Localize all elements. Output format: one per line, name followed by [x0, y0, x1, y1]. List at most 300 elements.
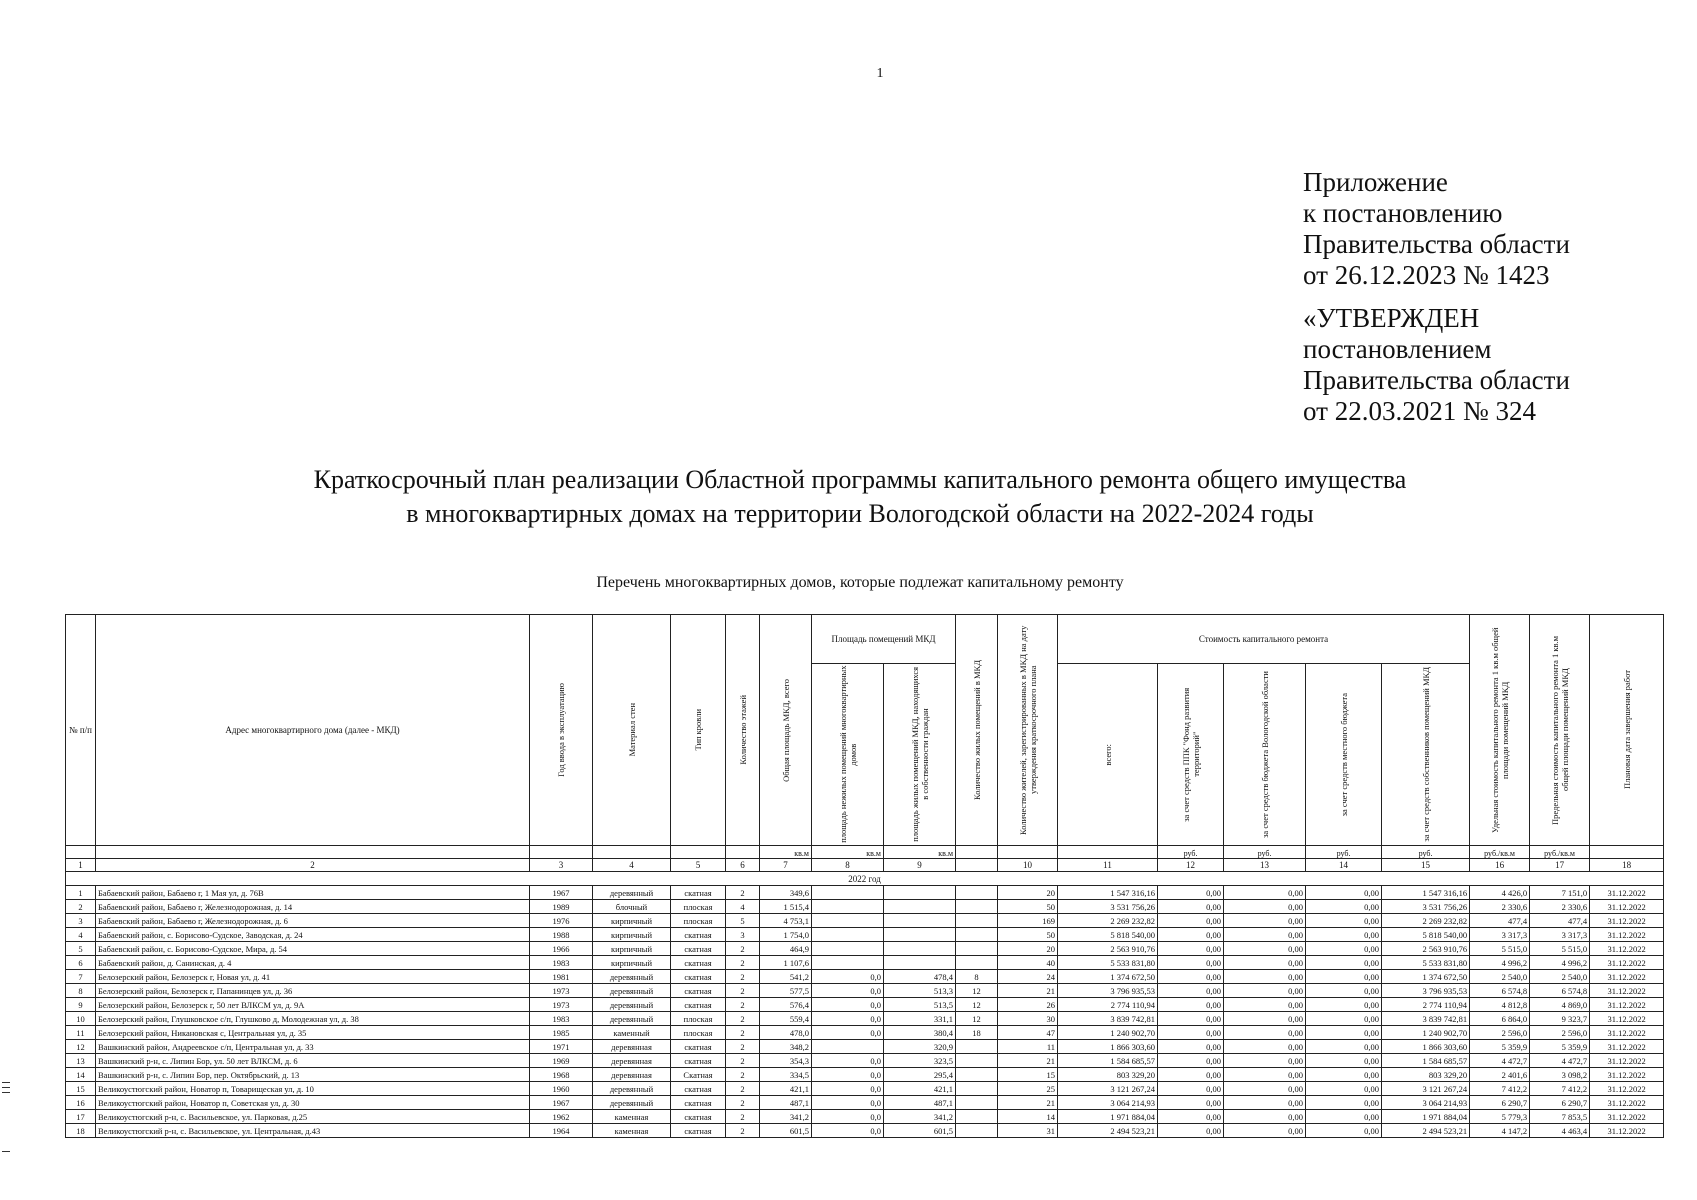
year-row: [66, 872, 1664, 886]
row-num: 18: [66, 1124, 96, 1138]
row-cost-fund: 0,00: [1158, 886, 1224, 900]
row-year-built: 1964: [530, 1124, 593, 1138]
appendix-line: Приложение: [1303, 167, 1448, 197]
row-year-built: 1973: [530, 998, 593, 1012]
row-residential-count: [956, 1096, 998, 1110]
row-residential-owned-area: 331,1: [884, 1012, 956, 1026]
row-residential-owned-area: 513,3: [884, 984, 956, 998]
page-number: 1: [876, 66, 884, 81]
header-residential-owned-area-cell: [884, 664, 956, 846]
header-address: Адрес многоквартирного дома (далее - МКД): [96, 615, 530, 846]
row-residents-count: 30: [998, 1012, 1058, 1026]
row-residential-count: [956, 1082, 998, 1096]
row-cost-fund: 0,00: [1158, 998, 1224, 1012]
header-roof-type-cell: [671, 615, 726, 846]
row-floors: 2: [726, 1054, 760, 1068]
row-residents-count: 169: [998, 914, 1058, 928]
row-wall-material: деревянная: [593, 1068, 671, 1082]
row-unit-cost: 6 290,7: [1470, 1096, 1530, 1110]
row-residential-count: 18: [956, 1026, 998, 1040]
row-cost-region: 0,00: [1224, 956, 1306, 970]
row-wall-material: деревянная: [593, 1040, 671, 1054]
unit-cell: [96, 846, 530, 859]
row-nonresidential-area: 0,0: [812, 1096, 884, 1110]
row-nonresidential-area: [812, 942, 884, 956]
row-address: Вашкинский р-н, с. Липин Бор, ул. 50 лет ВЛКСМ, д. 6: [96, 1054, 530, 1068]
row-cost-total: 2 774 110,94: [1058, 998, 1158, 1012]
table-row: [66, 1054, 1664, 1068]
row-address: Бабаевский район, Бабаево г, Железнодорожная, д. 14: [96, 900, 530, 914]
row-cost-owners: 3 064 214,93: [1382, 1096, 1470, 1110]
column-number-cell: 15: [1382, 859, 1470, 872]
row-total-area: 349,6: [760, 886, 812, 900]
row-cost-fund: 0,00: [1158, 984, 1224, 998]
row-cost-fund: 0,00: [1158, 1054, 1224, 1068]
row-completion-date: 31.12.2022: [1590, 928, 1664, 942]
row-completion-date: 31.12.2022: [1590, 1026, 1664, 1040]
title-line-1: Краткосрочный план реализации Областной программы капитального ремонта общего имущества: [313, 465, 1407, 494]
unit-cell: [1590, 846, 1664, 859]
row-floors: 2: [726, 1068, 760, 1082]
row-roof-type: плоская: [671, 914, 726, 928]
row-address: Вашкинский р-н, с. Липин Бор, пер. Октябрьский, д. 13: [96, 1068, 530, 1082]
row-cost-total: 1 547 316,16: [1058, 886, 1158, 900]
row-residential-count: 12: [956, 1012, 998, 1026]
row-roof-type: плоская: [671, 1012, 726, 1026]
row-total-area: 4 753,1: [760, 914, 812, 928]
row-roof-type: скатная: [671, 998, 726, 1012]
header-cost-local-cell: [1306, 664, 1382, 846]
row-residential-count: [956, 900, 998, 914]
unit-cell: [998, 846, 1058, 859]
row-residential-owned-area: 341,2: [884, 1110, 956, 1124]
row-cost-local: 0,00: [1306, 984, 1382, 998]
table-row: [66, 1068, 1664, 1082]
row-wall-material: деревянный: [593, 1012, 671, 1026]
row-nonresidential-area: [812, 886, 884, 900]
row-cost-total: 2 269 232,82: [1058, 914, 1158, 928]
row-completion-date: 31.12.2022: [1590, 1040, 1664, 1054]
header-residential-count: Количество жилых помещений в МКД: [971, 659, 982, 801]
row-num: 9: [66, 998, 96, 1012]
row-residential-count: [956, 1040, 998, 1054]
row-limit-cost: 3 098,2: [1530, 1068, 1590, 1082]
unit-cell: руб.: [1382, 846, 1470, 859]
row-total-area: 341,2: [760, 1110, 812, 1124]
year-label: 2022 год: [66, 872, 1664, 886]
row-roof-type: скатная: [671, 1040, 726, 1054]
row-completion-date: 31.12.2022: [1590, 1012, 1664, 1026]
row-floors: 2: [726, 1026, 760, 1040]
row-cost-region: 0,00: [1224, 928, 1306, 942]
row-year-built: 1971: [530, 1040, 593, 1054]
row-cost-total: 2 494 523,21: [1058, 1124, 1158, 1138]
row-residential-owned-area: [884, 942, 956, 956]
row-nonresidential-area: [812, 900, 884, 914]
row-year-built: 1983: [530, 1012, 593, 1026]
table-row: [66, 1012, 1664, 1026]
row-cost-fund: 0,00: [1158, 1026, 1224, 1040]
table-row: [66, 984, 1664, 998]
table-row: [66, 956, 1664, 970]
row-cost-region: 0,00: [1224, 998, 1306, 1012]
row-address: Белозерский район, Белозерск г, Новая ул, д. 41: [96, 970, 530, 984]
row-cost-total: 3 531 756,26: [1058, 900, 1158, 914]
row-address: Бабаевский район, с. Борисово-Судское, Заводская, д. 24: [96, 928, 530, 942]
header-floors: Количество этажей: [737, 695, 748, 765]
row-nonresidential-area: [812, 928, 884, 942]
row-cost-region: 0,00: [1224, 1026, 1306, 1040]
row-wall-material: каменная: [593, 1124, 671, 1138]
header-residential-owned-area: площадь жилых помещений МКД, находящихся в собственности граждан: [909, 667, 930, 843]
row-limit-cost: 7 151,0: [1530, 886, 1590, 900]
table-row: [66, 886, 1664, 900]
table-body: [66, 886, 1664, 1138]
row-limit-cost: 477,4: [1530, 914, 1590, 928]
row-cost-region: 0,00: [1224, 1082, 1306, 1096]
row-floors: 2: [726, 1124, 760, 1138]
row-residents-count: 14: [998, 1110, 1058, 1124]
row-completion-date: 31.12.2022: [1590, 1082, 1664, 1096]
row-year-built: 1967: [530, 886, 593, 900]
row-address: Бабаевский район, Бабаево г, 1 Мая ул, д. 76В: [96, 886, 530, 900]
row-cost-owners: 5 533 831,80: [1382, 956, 1470, 970]
margin-mark: [2, 1087, 10, 1088]
row-residents-count: 21: [998, 984, 1058, 998]
row-num: 2: [66, 900, 96, 914]
row-cost-region: 0,00: [1224, 1040, 1306, 1054]
header-cost-local: за счет средств местного бюджета: [1338, 692, 1349, 817]
row-roof-type: скатная: [671, 928, 726, 942]
unit-cell: руб.: [1306, 846, 1382, 859]
row-nonresidential-area: 0,0: [812, 1012, 884, 1026]
row-num: 4: [66, 928, 96, 942]
row-roof-type: скатная: [671, 984, 726, 998]
row-total-area: 421,1: [760, 1082, 812, 1096]
row-residents-count: 47: [998, 1026, 1058, 1040]
row-cost-owners: 2 774 110,94: [1382, 998, 1470, 1012]
row-completion-date: 31.12.2022: [1590, 1124, 1664, 1138]
row-residential-owned-area: [884, 900, 956, 914]
row-cost-local: 0,00: [1306, 942, 1382, 956]
row-cost-total: 1 971 884,04: [1058, 1110, 1158, 1124]
row-address: Великоустюгский район, Новатор п, Советская ул, д. 30: [96, 1096, 530, 1110]
row-year-built: 1988: [530, 928, 593, 942]
row-residents-count: 26: [998, 998, 1058, 1012]
row-cost-local: 0,00: [1306, 1068, 1382, 1082]
row-floors: 2: [726, 942, 760, 956]
row-floors: 4: [726, 900, 760, 914]
row-floors: 2: [726, 1082, 760, 1096]
row-cost-owners: 3 796 935,53: [1382, 984, 1470, 998]
column-number-cell: 16: [1470, 859, 1530, 872]
column-number-cell: 10: [998, 859, 1058, 872]
row-cost-region: 0,00: [1224, 1054, 1306, 1068]
row-roof-type: Скатная: [671, 1068, 726, 1082]
column-number-cell: [956, 859, 998, 872]
row-total-area: 354,3: [760, 1054, 812, 1068]
row-residents-count: 20: [998, 886, 1058, 900]
row-roof-type: скатная: [671, 1096, 726, 1110]
row-residential-owned-area: 380,4: [884, 1026, 956, 1040]
header-wall-material-cell: [593, 615, 671, 846]
row-cost-region: 0,00: [1224, 900, 1306, 914]
row-total-area: 601,5: [760, 1124, 812, 1138]
row-num: 15: [66, 1082, 96, 1096]
row-year-built: 1989: [530, 900, 593, 914]
row-cost-fund: 0,00: [1158, 1110, 1224, 1124]
row-residents-count: 25: [998, 1082, 1058, 1096]
row-cost-region: 0,00: [1224, 970, 1306, 984]
table-row: [66, 1124, 1664, 1138]
table-row: [66, 1040, 1664, 1054]
column-number-cell: 3: [530, 859, 593, 872]
unit-cell: руб./кв.м: [1470, 846, 1530, 859]
row-cost-total: 1 374 672,50: [1058, 970, 1158, 984]
row-residential-owned-area: 421,1: [884, 1082, 956, 1096]
header-residents-count: Количество жителей, зарегистрированных в МКД на дату утверждения краткосрочного плана: [1017, 625, 1038, 835]
row-total-area: 541,2: [760, 970, 812, 984]
unit-cell: кв.м: [812, 846, 884, 859]
row-roof-type: скатная: [671, 1054, 726, 1068]
table-row: [66, 970, 1664, 984]
row-residential-count: [956, 886, 998, 900]
row-num: 17: [66, 1110, 96, 1124]
row-nonresidential-area: 0,0: [812, 1082, 884, 1096]
unit-cell: [671, 846, 726, 859]
unit-cell: руб.: [1224, 846, 1306, 859]
document-title: [230, 463, 1490, 531]
row-cost-local: 0,00: [1306, 1110, 1382, 1124]
row-unit-cost: 4 426,0: [1470, 886, 1530, 900]
row-residents-count: 50: [998, 900, 1058, 914]
row-residential-count: 8: [956, 970, 998, 984]
row-cost-local: 0,00: [1306, 1026, 1382, 1040]
row-unit-cost: 6 574,8: [1470, 984, 1530, 998]
row-cost-owners: 1 240 902,70: [1382, 1026, 1470, 1040]
row-roof-type: скатная: [671, 1082, 726, 1096]
row-address: Бабаевский район, д. Санинская, д. 4: [96, 956, 530, 970]
row-total-area: 576,4: [760, 998, 812, 1012]
row-cost-fund: 0,00: [1158, 914, 1224, 928]
row-num: 13: [66, 1054, 96, 1068]
row-residential-owned-area: [884, 956, 956, 970]
column-number-cell: 1: [66, 859, 96, 872]
row-limit-cost: 4 996,2: [1530, 956, 1590, 970]
row-year-built: 1962: [530, 1110, 593, 1124]
header-completion-date: Плановая дата завершения работ: [1621, 670, 1632, 790]
row-cost-owners: 5 818 540,00: [1382, 928, 1470, 942]
row-limit-cost: 7 853,5: [1530, 1110, 1590, 1124]
row-year-built: 1985: [530, 1026, 593, 1040]
row-residential-owned-area: 487,1: [884, 1096, 956, 1110]
header-cost-fund-cell: [1158, 664, 1224, 846]
approval-line: постановлением: [1303, 334, 1492, 364]
row-year-built: 1966: [530, 942, 593, 956]
row-num: 14: [66, 1068, 96, 1082]
unit-cell: [593, 846, 671, 859]
table-row: [66, 942, 1664, 956]
row-cost-region: 0,00: [1224, 942, 1306, 956]
appendix-block: [1303, 167, 1570, 291]
row-num: 8: [66, 984, 96, 998]
row-floors: 2: [726, 1040, 760, 1054]
row-num: 10: [66, 1012, 96, 1026]
header-nonresidential-area-cell: [812, 664, 884, 846]
row-cost-region: 0,00: [1224, 914, 1306, 928]
row-unit-cost: 4 996,2: [1470, 956, 1530, 970]
row-num: 5: [66, 942, 96, 956]
row-floors: 2: [726, 1012, 760, 1026]
row-year-built: 1969: [530, 1054, 593, 1068]
row-residential-owned-area: [884, 886, 956, 900]
row-limit-cost: 9 323,7: [1530, 1012, 1590, 1026]
row-wall-material: деревянный: [593, 1096, 671, 1110]
row-cost-owners: 2 269 232,82: [1382, 914, 1470, 928]
row-limit-cost: 4 463,4: [1530, 1124, 1590, 1138]
row-completion-date: 31.12.2022: [1590, 956, 1664, 970]
row-wall-material: деревянная: [593, 1054, 671, 1068]
row-residents-count: 15: [998, 1068, 1058, 1082]
row-unit-cost: 477,4: [1470, 914, 1530, 928]
row-num: 3: [66, 914, 96, 928]
row-year-built: 1983: [530, 956, 593, 970]
table-row: [66, 998, 1664, 1012]
row-floors: 3: [726, 928, 760, 942]
table-row: [66, 928, 1664, 942]
header-cost-fund: за счет средств ППК "Фонд развития территорий": [1180, 687, 1201, 822]
row-cost-local: 0,00: [1306, 886, 1382, 900]
row-cost-fund: 0,00: [1158, 970, 1224, 984]
column-number-cell: 13: [1224, 859, 1306, 872]
row-cost-region: 0,00: [1224, 1096, 1306, 1110]
row-floors: 2: [726, 998, 760, 1012]
column-number-cell: 7: [760, 859, 812, 872]
row-cost-fund: 0,00: [1158, 1040, 1224, 1054]
approval-line: Правительства области: [1303, 365, 1570, 395]
row-limit-cost: 4 472,7: [1530, 1054, 1590, 1068]
row-roof-type: плоская: [671, 900, 726, 914]
margin-mark: [2, 1092, 10, 1093]
row-cost-total: 3 121 267,24: [1058, 1082, 1158, 1096]
row-cost-total: 5 533 831,80: [1058, 956, 1158, 970]
row-cost-total: 1 866 303,60: [1058, 1040, 1158, 1054]
row-address: Бабаевский район, Бабаево г, Железнодорожная, д. 6: [96, 914, 530, 928]
row-unit-cost: 2 401,6: [1470, 1068, 1530, 1082]
row-wall-material: кирпичный: [593, 914, 671, 928]
row-year-built: 1968: [530, 1068, 593, 1082]
row-floors: 2: [726, 1096, 760, 1110]
row-unit-cost: 4 812,8: [1470, 998, 1530, 1012]
table-row: [66, 914, 1664, 928]
row-unit-cost: 2 330,6: [1470, 900, 1530, 914]
row-year-built: 1960: [530, 1082, 593, 1096]
row-unit-cost: 3 317,3: [1470, 928, 1530, 942]
row-year-built: 1967: [530, 1096, 593, 1110]
row-cost-total: 1 240 902,70: [1058, 1026, 1158, 1040]
unit-cell: руб./кв.м: [1530, 846, 1590, 859]
row-floors: 2: [726, 956, 760, 970]
row-wall-material: кирпичный: [593, 956, 671, 970]
row-total-area: 1 515,4: [760, 900, 812, 914]
row-wall-material: кирпичный: [593, 928, 671, 942]
row-total-area: 348,2: [760, 1040, 812, 1054]
row-completion-date: 31.12.2022: [1590, 970, 1664, 984]
row-total-area: 1 107,6: [760, 956, 812, 970]
column-number-cell: 18: [1590, 859, 1664, 872]
row-cost-local: 0,00: [1306, 1040, 1382, 1054]
row-cost-local: 0,00: [1306, 928, 1382, 942]
row-completion-date: 31.12.2022: [1590, 886, 1664, 900]
row-completion-date: 31.12.2022: [1590, 1110, 1664, 1124]
row-cost-region: 0,00: [1224, 984, 1306, 998]
row-residents-count: 21: [998, 1096, 1058, 1110]
row-cost-owners: 1 547 316,16: [1382, 886, 1470, 900]
row-total-area: 478,0: [760, 1026, 812, 1040]
row-roof-type: скатная: [671, 956, 726, 970]
row-floors: 2: [726, 1110, 760, 1124]
row-residents-count: 24: [998, 970, 1058, 984]
row-cost-total: 1 584 685,57: [1058, 1054, 1158, 1068]
row-nonresidential-area: 0,0: [812, 1068, 884, 1082]
table-row: [66, 1096, 1664, 1110]
unit-cell: руб.: [1158, 846, 1224, 859]
header-cost-owners-cell: [1382, 664, 1470, 846]
row-cost-region: 0,00: [1224, 1012, 1306, 1026]
row-cost-fund: 0,00: [1158, 1096, 1224, 1110]
header-nonresidential-area: площадь нежилых помещений многоквартирных домов: [837, 665, 858, 844]
row-address: Бабаевский район, с. Борисово-Судское, Мира, д. 54: [96, 942, 530, 956]
margin-mark: [2, 1151, 10, 1152]
row-cost-region: 0,00: [1224, 886, 1306, 900]
row-residents-count: 11: [998, 1040, 1058, 1054]
row-wall-material: деревянный: [593, 970, 671, 984]
row-roof-type: плоская: [671, 1026, 726, 1040]
row-unit-cost: 4 147,2: [1470, 1124, 1530, 1138]
approval-block: [1303, 303, 1570, 427]
row-nonresidential-area: 0,0: [812, 1124, 884, 1138]
row-nonresidential-area: 0,0: [812, 984, 884, 998]
row-floors: 2: [726, 984, 760, 998]
unit-cell: [66, 846, 96, 859]
row-limit-cost: 6 574,8: [1530, 984, 1590, 998]
header-year-built: Год ввода в эксплуатацию: [556, 683, 566, 777]
header-limit-cost: Предельная стоимость капитального ремонта 1 кв.м общей площади помещений МКД: [1549, 635, 1570, 825]
row-address: Белозерский район, Белозерск г, 50 лет ВЛКСМ ул, д. 9А: [96, 998, 530, 1012]
row-residential-count: [956, 1068, 998, 1082]
row-cost-owners: 1 971 884,04: [1382, 1110, 1470, 1124]
row-year-built: 1973: [530, 984, 593, 998]
row-cost-local: 0,00: [1306, 914, 1382, 928]
row-residential-count: 12: [956, 998, 998, 1012]
row-roof-type: скатная: [671, 1110, 726, 1124]
row-cost-owners: 3 839 742,81: [1382, 1012, 1470, 1026]
row-residents-count: 31: [998, 1124, 1058, 1138]
title-line-2: в многоквартирных домах на территории Вологодской области на 2022-2024 годы: [406, 499, 1314, 528]
row-residential-count: [956, 942, 998, 956]
row-roof-type: скатная: [671, 1124, 726, 1138]
header-cost-total-cell: [1058, 664, 1158, 846]
row-limit-cost: 5 359,9: [1530, 1040, 1590, 1054]
row-limit-cost: 7 412,2: [1530, 1082, 1590, 1096]
header-cost-region: за счет средств бюджета Вологодской области: [1259, 671, 1270, 839]
row-completion-date: 31.12.2022: [1590, 984, 1664, 998]
row-address: Белозерский район, Никановская с, Центральная ул, д. 35: [96, 1026, 530, 1040]
row-num: 7: [66, 970, 96, 984]
appendix-line: от 26.12.2023 № 1423: [1303, 260, 1550, 290]
row-cost-region: 0,00: [1224, 1110, 1306, 1124]
row-completion-date: 31.12.2022: [1590, 914, 1664, 928]
